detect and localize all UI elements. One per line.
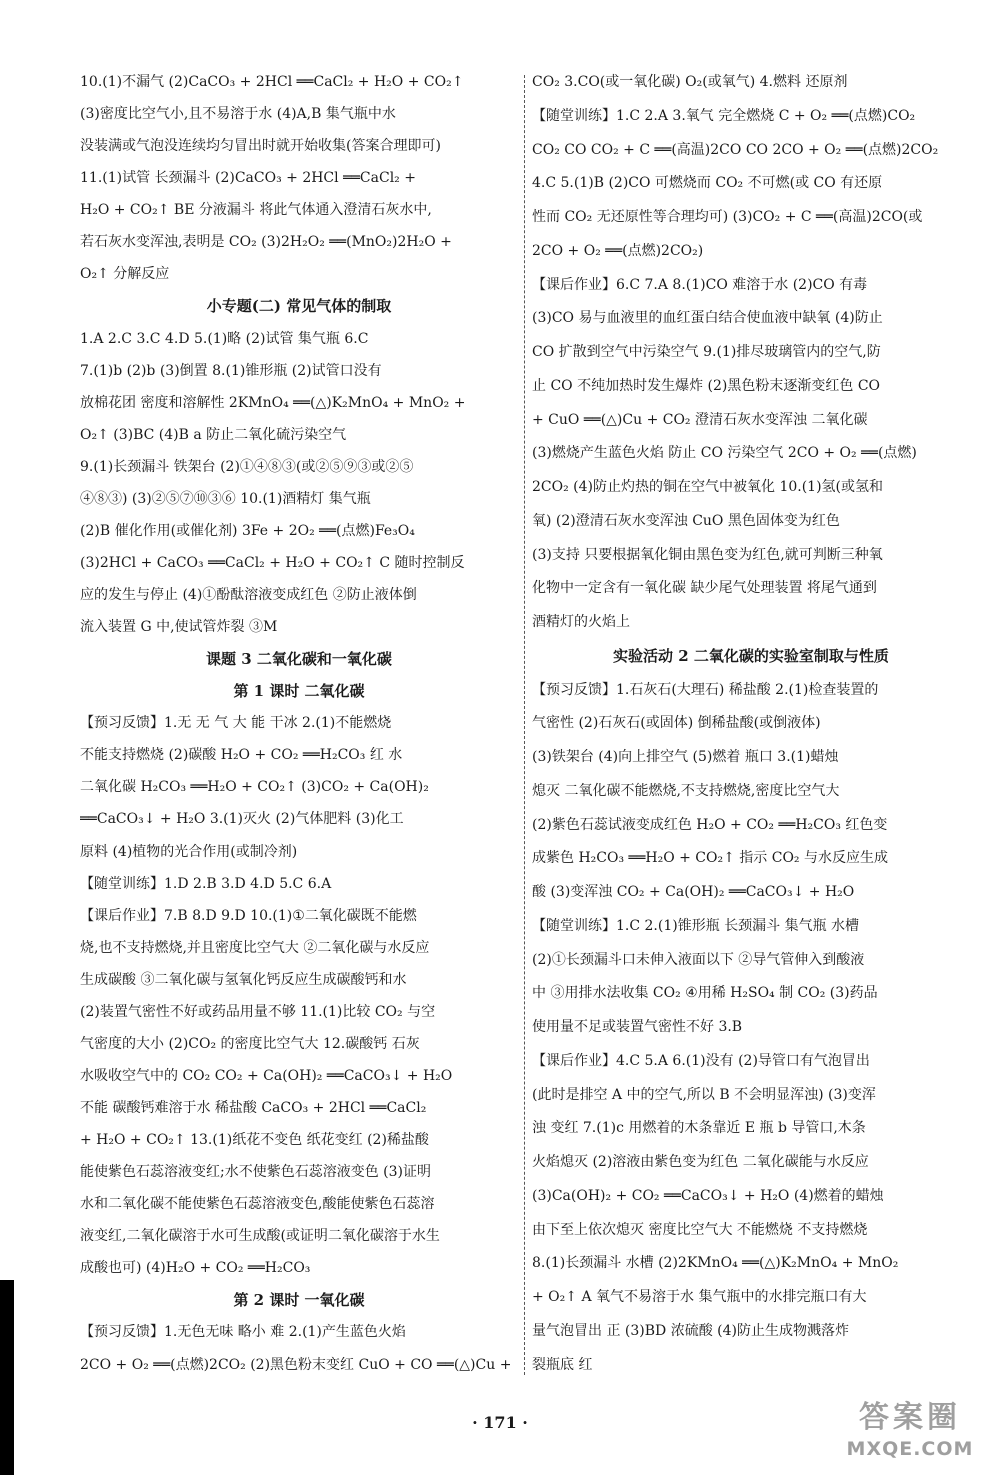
answer-line: 中 ③用排水法收集 CO₂ ④用稀 H₂SO₄ 制 CO₂ (3)药品: [532, 985, 878, 1002]
answer-line: 化物中一定含有一氧化碳 缺少尾气处理装置 将尾气通到: [532, 580, 877, 597]
answer-line: 能使紫色石蕊溶液变红;水不使紫色石蕊溶液变色 (3)证明: [80, 1164, 431, 1181]
answer-line: 生成碳酸 ③二氧化碳与氢氧化钙反应生成碳酸钙和水: [80, 971, 407, 988]
answer-line: 10.(1)不漏气 (2)CaCO₃ + 2HCl ══CaCl₂ + H₂O + CO₂↑: [80, 74, 464, 90]
answer-line: 9.(1)长颈漏斗 铁架台 (2)①④⑧③(或②⑤⑨③或②⑤: [80, 458, 414, 475]
page-edge-bar: [0, 1280, 14, 1475]
answer-line: (3)铁架台 (4)向上排空气 (5)燃着 瓶口 3.(1)蜡烛: [532, 749, 839, 765]
section-heading: 第 2 课时 一氧化碳: [233, 1291, 365, 1310]
answer-line: (此时是排空 A 中的空气,所以 B 不会明显浑浊) (3)变浑: [532, 1086, 876, 1103]
answer-line: 不能 碳酸钙难溶于水 稀盐酸 CaCO₃ + 2HCl ══CaCl₂: [80, 1100, 427, 1116]
answer-line: 裂瓶底 红: [532, 1356, 593, 1373]
answer-line: 成紫色 H₂CO₃ ══H₂O + CO₂↑ 指示 CO₂ 与水反应生成: [532, 850, 888, 867]
answer-line: + O₂↑ A 氧气不易溶于水 集气瓶中的水排完瓶口有大: [532, 1289, 867, 1305]
answer-line: 7.(1)b (2)b (3)倒置 8.(1)锥形瓶 (2)试管口没有: [80, 362, 382, 379]
answer-line: 放棉花团 密度和溶解性 2KMnO₄ ══(△)K₂MnO₄ + MnO₂ +: [80, 394, 466, 411]
answer-line: (2)①长颈漏斗口未伸入液面以下 ②导气管伸入到酸液: [532, 951, 865, 968]
answer-line: 4.C 5.(1)B (2)CO 可燃烧而 CO₂ 不可燃(或 CO 有还原: [532, 175, 883, 192]
answer-line: 液变红,二氧化碳溶于水可生成酸(或证明二氧化碳溶于水生: [80, 1228, 440, 1245]
answer-line: H₂O + CO₂↑ BE 分液漏斗 将此气体通入澄清石灰水中,: [80, 202, 432, 219]
answer-line: 应的发生与停止 (4)①酚酞溶液变成红色 ②防止液体倒: [80, 587, 417, 603]
right-column: [532, 72, 970, 1375]
answer-line: 11.(1)试管 长颈漏斗 (2)CaCO₃ + 2HCl ══CaCl₂ +: [80, 170, 416, 187]
answer-line: 火焰熄灭 (2)溶液由紫色变为红色 二氧化碳能与水反应: [532, 1154, 869, 1170]
section-heading: 小专题(二) 常见气体的制取: [206, 297, 392, 316]
answer-line: (2)B 催化作用(或催化剂) 3Fe + 2O₂ ══(点燃)Fe₃O₄: [80, 522, 415, 539]
answer-line: 1.A 2.C 3.C 4.D 5.(1)略 (2)试管 集气瓶 6.C: [80, 330, 369, 347]
answer-line: 2CO + O₂ ══(点燃)2CO₂): [532, 242, 704, 259]
answer-line: ④⑧③) (3)②⑤⑦⑩③⑥ 10.(1)酒精灯 集气瓶: [80, 490, 371, 507]
answer-line: 2CO₂ (4)防止灼热的铜在空气中被氧化 10.(1)氢(或氢和: [532, 479, 883, 495]
answer-line: 酸 (3)变浑浊 CO₂ + Ca(OH)₂ ══CaCO₃↓ + H₂O: [532, 884, 855, 900]
answer-line: 二氧化碳 H₂CO₃ ══H₂O + CO₂↑ (3)CO₂ + Ca(OH)₂: [80, 779, 429, 796]
answer-line: (3)燃烧产生蓝色火焰 防止 CO 污染空气 2CO + O₂ ══(点燃): [532, 445, 917, 462]
answer-line: 使用量不足或装置气密性不好 3.B: [532, 1019, 743, 1035]
answer-line: CO₂ 3.CO(或一氧化碳) O₂(或氧气) 4.燃料 还原剂: [532, 74, 848, 90]
answer-line: 浊 变红 7.(1)c 用燃着的木条靠近 E 瓶 b 导管口,木条: [532, 1120, 866, 1137]
answer-line: CO₂ CO CO₂ + C ══(高温)2CO CO 2CO + O₂ ══(点燃)2CO₂: [532, 141, 939, 158]
page-number: · 171 ·: [472, 1413, 528, 1432]
watermark-text-top: 答案圈: [859, 1400, 961, 1435]
answer-line: 水和二氧化碳不能使紫色石蕊溶液变色,酸能使紫色石蕊溶: [80, 1196, 435, 1213]
answer-line: 不能支持燃烧 (2)碳酸 H₂O + CO₂ ══H₂CO₃ 红 水: [80, 747, 403, 764]
answer-line: 烧,也不支持燃烧,并且密度比空气大 ②二氧化碳与水反应: [80, 939, 430, 956]
answer-line: 【预习反馈】1.无 无 气 大 能 干冰 2.(1)不能燃烧: [80, 715, 392, 732]
answer-line: + CuO ══(△)Cu + CO₂ 澄清石灰水变浑浊 二氧化碳: [532, 411, 868, 428]
section-heading: 第 1 课时 二氧化碳: [233, 682, 365, 701]
answer-line: 【随堂训练】1.D 2.B 3.D 4.D 5.C 6.A: [80, 875, 332, 892]
answer-line: 流入装置 G 中,使试管炸裂 ③M: [80, 619, 278, 636]
answer-line: 若石灰水变浑浊,表明是 CO₂ (3)2H₂O₂ ══(MnO₂)2H₂O +: [80, 234, 452, 251]
answer-line: 【课后作业】4.C 5.A 6.(1)没有 (2)导管口有气泡冒出: [532, 1052, 870, 1069]
answer-line: (3)2HCl + CaCO₃ ══CaCl₂ + H₂O + CO₂↑ C 随时控制反: [80, 554, 465, 571]
answer-line: 量气泡冒出 正 (3)BD 浓硫酸 (4)防止生成物溅落炸: [532, 1322, 849, 1339]
answer-line: 【预习反馈】1.石灰石(大理石) 稀盐酸 2.(1)检查装置的: [532, 681, 879, 698]
answer-line: 8.(1)长颈漏斗 水槽 (2)2KMnO₄ ══(△)K₂MnO₄ + MnO₂: [532, 1255, 899, 1272]
watermark-logo: [830, 1399, 990, 1469]
section-heading: 实验活动 2 二氧化碳的实验室制取与性质: [613, 646, 889, 665]
answer-line: (3)支持 只要根据氧化铜由黑色变为红色,就可判断三种氧: [532, 546, 883, 563]
answer-line: 【预习反馈】1.无色无味 略小 难 2.(1)产生蓝色火焰: [80, 1324, 406, 1341]
answer-line: (3)密度比空气小,且不易溶于水 (4)A,B 集气瓶中水: [80, 106, 396, 123]
answer-line: (2)紫色石蕊试液变成红色 H₂O + CO₂ ══H₂CO₃ 红色变: [532, 816, 888, 833]
watermark-text-bottom: MXQE.COM: [846, 1438, 974, 1460]
column-divider: [524, 75, 525, 1375]
answer-line: 酒精灯的火焰上: [532, 614, 630, 630]
answer-line: 气密度的大小 (2)CO₂ 的密度比空气大 12.碳酸钙 石灰: [80, 1035, 420, 1052]
answer-line: 性而 CO₂ 无还原性等合理均可) (3)CO₂ + C ══(高温)2CO(或: [532, 209, 923, 225]
answer-line: O₂↑ 分解反应: [80, 266, 170, 283]
answer-line: 原料 (4)植物的光合作用(或制冷剂): [80, 843, 298, 860]
answer-line: 成酸也可) (4)H₂O + CO₂ ══H₂CO₃: [80, 1260, 311, 1277]
answer-line: 氧) (2)澄清石灰水变浑浊 CuO 黑色固体变为红色: [532, 512, 840, 529]
answer-line: 【课后作业】6.C 7.A 8.(1)CO 难溶于水 (2)CO 有毒: [532, 276, 868, 293]
answer-line: (3)Ca(OH)₂ + CO₂ ══CaCO₃↓ + H₂O (4)燃着的蜡烛: [532, 1187, 884, 1204]
answer-line: 【随堂训练】1.C 2.(1)锥形瓶 长颈漏斗 集气瓶 水槽: [532, 917, 860, 934]
answer-line: (3)CO 易与血液里的血红蛋白结合使血液中缺氧 (4)防止: [532, 310, 883, 327]
answer-line: 水吸收空气中的 CO₂ CO₂ + Ca(OH)₂ ══CaCO₃↓ + H₂O: [80, 1067, 453, 1084]
answer-line: 熄灭 二氧化碳不能燃烧,不支持燃烧,密度比空气大: [532, 782, 840, 799]
answer-line: 【课后作业】7.B 8.D 9.D 10.(1)①二氧化碳既不能燃: [80, 907, 417, 924]
answer-line: ══CaCO₃↓ + H₂O 3.(1)灭火 (2)气体肥料 (3)化工: [80, 811, 404, 828]
answer-line: 2CO + O₂ ══(点燃)2CO₂ (2)黑色粉末变红 CuO + CO ══(△)Cu +: [80, 1356, 512, 1373]
answer-line: 【随堂训练】1.C 2.A 3.氧气 完全燃烧 C + O₂ ══(点燃)CO₂: [532, 107, 916, 124]
answer-line: 由下至上依次熄灭 密度比空气大 不能燃烧 不支持燃烧: [532, 1221, 868, 1238]
answer-line: CO 扩散到空气中污染空气 9.(1)排尽玻璃管内的空气,防: [532, 344, 881, 360]
answer-line: O₂↑ (3)BC (4)B a 防止二氧化硫污染空气: [80, 426, 347, 443]
section-heading: 课题 3 二氧化碳和一氧化碳: [206, 650, 392, 669]
answer-line: 止 CO 不纯加热时发生爆炸 (2)黑色粉末逐渐变红色 CO: [532, 377, 881, 394]
answer-line: + H₂O + CO₂↑ 13.(1)纸花不变色 纸花变红 (2)稀盐酸: [80, 1132, 429, 1149]
left-column: [80, 72, 518, 1375]
answer-line: 没装满或气泡没连续均匀冒出时就开始收集(答案合理即可): [80, 138, 441, 155]
answer-line: 气密性 (2)石灰石(或固体) 倒稀盐酸(或倒液体): [532, 715, 821, 732]
answer-line: (2)装置气密性不好或药品用量不够 11.(1)比较 CO₂ 与空: [80, 1003, 436, 1020]
